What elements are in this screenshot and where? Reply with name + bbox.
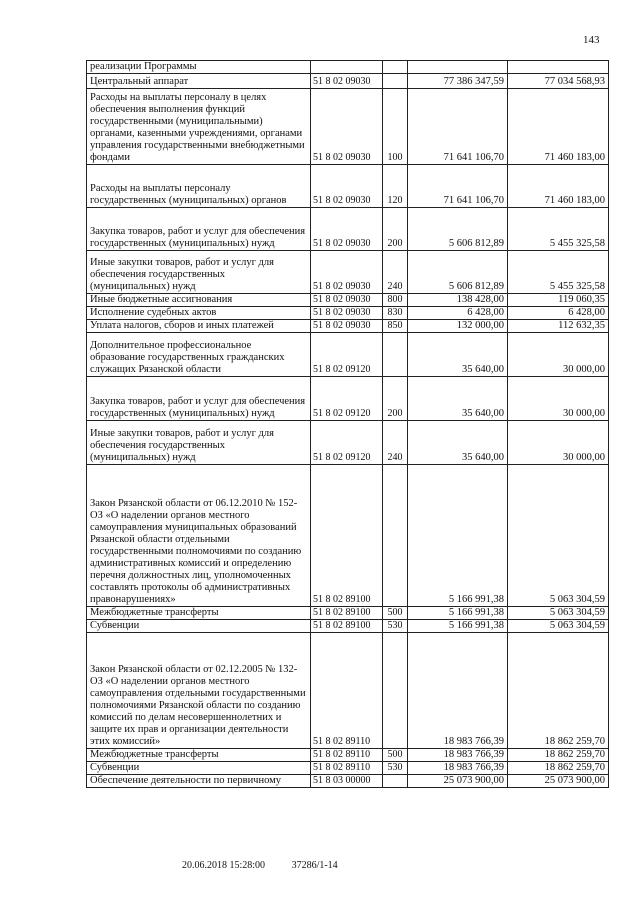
- row-name: Субвенции: [87, 762, 311, 775]
- table-row: [87, 377, 609, 421]
- row-code: 51 8 02 09120: [311, 421, 383, 465]
- row-name: Межбюджетные трансферты: [87, 607, 311, 620]
- table-row: [87, 74, 609, 89]
- row-amount-1: 18 983 766,39: [408, 633, 508, 749]
- table-row: [87, 607, 609, 620]
- row-name: Иные закупки товаров, работ и услуг для обеспечения государственных (муниципальных) нужд: [87, 421, 311, 465]
- row-name: Расходы на выплаты персоналу государственных (муниципальных) органов: [87, 165, 311, 208]
- row-expense-type: 120: [383, 165, 408, 208]
- row-code: 51 8 02 89110: [311, 633, 383, 749]
- row-expense-type: 800: [383, 294, 408, 307]
- row-amount-2: 71 460 183,00: [508, 89, 609, 165]
- budget-table: [86, 60, 609, 788]
- row-expense-type: 240: [383, 251, 408, 294]
- row-expense-type: [383, 61, 408, 74]
- row-name: Центральный аппарат: [87, 74, 311, 89]
- row-amount-1: 35 640,00: [408, 421, 508, 465]
- table-row: [87, 465, 609, 607]
- row-code: 51 8 02 89100: [311, 607, 383, 620]
- row-name: Межбюджетные трансферты: [87, 749, 311, 762]
- row-expense-type: 240: [383, 421, 408, 465]
- row-name: Дополнительное профессиональное образование государственных гражданских служащих Рязанской области: [87, 333, 311, 377]
- row-name: Закупка товаров, работ и услуг для обеспечения государственных (муниципальных) нужд: [87, 377, 311, 421]
- row-amount-2: 18 862 259,70: [508, 749, 609, 762]
- row-name: Субвенции: [87, 620, 311, 633]
- table-row: [87, 620, 609, 633]
- row-name: Исполнение судебных актов: [87, 307, 311, 320]
- table-row: [87, 307, 609, 320]
- row-amount-2: 18 862 259,70: [508, 633, 609, 749]
- table-row: [87, 61, 609, 74]
- row-amount-1: 71 641 106,70: [408, 89, 508, 165]
- row-expense-type: 530: [383, 762, 408, 775]
- row-code: 51 8 02 89100: [311, 620, 383, 633]
- table-row: [87, 165, 609, 208]
- row-amount-1: 5 166 991,38: [408, 620, 508, 633]
- row-name: Уплата налогов, сборов и иных платежей: [87, 320, 311, 333]
- row-amount-1: 5 606 812,89: [408, 208, 508, 251]
- row-amount-1: 5 166 991,38: [408, 465, 508, 607]
- row-expense-type: [383, 775, 408, 788]
- row-code: 51 8 02 09030: [311, 208, 383, 251]
- row-name: Закон Рязанской области от 02.12.2005 № 132-ОЗ «О наделении органов местного самоуправления отдельными государственными полномочиями Рязанской области по созданию комиссий по делам несовершеннолетних и защите их прав и организации деятельности этих комиссий»: [87, 633, 311, 749]
- budget-table-body: [87, 61, 609, 788]
- row-expense-type: 500: [383, 749, 408, 762]
- row-code: 51 8 02 09030: [311, 74, 383, 89]
- row-amount-1: 18 983 766,39: [408, 749, 508, 762]
- table-row: [87, 208, 609, 251]
- row-amount-2: 30 000,00: [508, 333, 609, 377]
- table-row: [87, 775, 609, 788]
- row-amount-1: 138 428,00: [408, 294, 508, 307]
- row-code: 51 8 02 89100: [311, 465, 383, 607]
- row-expense-type: 830: [383, 307, 408, 320]
- row-code: 51 8 03 00000: [311, 775, 383, 788]
- row-amount-1: 18 983 766,39: [408, 762, 508, 775]
- row-name: Закон Рязанской области от 06.12.2010 № 152-ОЗ «О наделении органов местного самоуправления муниципальных образований Рязанской области отдельными государственными полномочиями по созданию административных комиссий и определению перечня должностных лиц, уполномоченных составлять протоколы об административных правонарушениях»: [87, 465, 311, 607]
- row-amount-1: 5 166 991,38: [408, 607, 508, 620]
- table-row: [87, 749, 609, 762]
- table-row: [87, 333, 609, 377]
- row-expense-type: 200: [383, 377, 408, 421]
- row-expense-type: [383, 633, 408, 749]
- row-code: 51 8 02 09030: [311, 251, 383, 294]
- row-code: 51 8 02 89110: [311, 762, 383, 775]
- row-amount-1: 35 640,00: [408, 377, 508, 421]
- row-name: Расходы на выплаты персоналу в целях обеспечения выполнения функций государственными (муниципальными) органами, казенными учреждениями, органами управления государственными внебюджетными фондами: [87, 89, 311, 165]
- row-expense-type: 850: [383, 320, 408, 333]
- row-expense-type: [383, 333, 408, 377]
- row-amount-2: [508, 61, 609, 74]
- row-amount-2: 25 073 900,00: [508, 775, 609, 788]
- row-amount-2: 5 063 304,59: [508, 607, 609, 620]
- row-expense-type: [383, 74, 408, 89]
- row-amount-2: 5 063 304,59: [508, 465, 609, 607]
- row-name: Обеспечение деятельности по первичному: [87, 775, 311, 788]
- table-row: [87, 633, 609, 749]
- row-code: 51 8 02 09120: [311, 333, 383, 377]
- row-name: Закупка товаров, работ и услуг для обеспечения государственных (муниципальных) нужд: [87, 208, 311, 251]
- row-amount-1: 25 073 900,00: [408, 775, 508, 788]
- table-row: [87, 421, 609, 465]
- row-amount-1: 132 000,00: [408, 320, 508, 333]
- print-timestamp: 20.06.2018 15:28:00: [182, 860, 266, 871]
- row-amount-2: 6 428,00: [508, 307, 609, 320]
- row-expense-type: 200: [383, 208, 408, 251]
- row-code: 51 8 02 09030: [311, 294, 383, 307]
- row-amount-2: 5 455 325,58: [508, 251, 609, 294]
- document-footer: [182, 860, 362, 871]
- row-amount-2: 18 862 259,70: [508, 762, 609, 775]
- row-amount-2: 112 632,35: [508, 320, 609, 333]
- row-name: реализации Программы: [87, 61, 311, 74]
- row-amount-2: 119 060,35: [508, 294, 609, 307]
- row-amount-2: 71 460 183,00: [508, 165, 609, 208]
- row-name: Иные бюджетные ассигнования: [87, 294, 311, 307]
- row-code: [311, 61, 383, 74]
- row-amount-1: 71 641 106,70: [408, 165, 508, 208]
- row-code: 51 8 02 89110: [311, 749, 383, 762]
- row-code: 51 8 02 09030: [311, 165, 383, 208]
- table-row: [87, 251, 609, 294]
- row-amount-1: 6 428,00: [408, 307, 508, 320]
- row-amount-2: 77 034 568,93: [508, 74, 609, 89]
- row-amount-2: 5 455 325,58: [508, 208, 609, 251]
- row-code: 51 8 02 09030: [311, 320, 383, 333]
- row-expense-type: 500: [383, 607, 408, 620]
- row-code: 51 8 02 09120: [311, 377, 383, 421]
- row-code: 51 8 02 09030: [311, 89, 383, 165]
- row-expense-type: [383, 465, 408, 607]
- row-code: 51 8 02 09030: [311, 307, 383, 320]
- row-amount-1: 5 606 812,89: [408, 251, 508, 294]
- row-expense-type: 100: [383, 89, 408, 165]
- row-amount-2: 30 000,00: [508, 421, 609, 465]
- table-row: [87, 294, 609, 307]
- row-amount-1: 77 386 347,59: [408, 74, 508, 89]
- table-row: [87, 320, 609, 333]
- row-amount-2: 30 000,00: [508, 377, 609, 421]
- row-amount-1: 35 640,00: [408, 333, 508, 377]
- row-name: Иные закупки товаров, работ и услуг для обеспечения государственных (муниципальных) нужд: [87, 251, 311, 294]
- table-row: [87, 762, 609, 775]
- row-amount-2: 5 063 304,59: [508, 620, 609, 633]
- row-amount-1: [408, 61, 508, 74]
- document-id: 37286/1-14: [291, 860, 338, 871]
- page-number: 143: [583, 34, 600, 46]
- row-expense-type: 530: [383, 620, 408, 633]
- table-row: [87, 89, 609, 165]
